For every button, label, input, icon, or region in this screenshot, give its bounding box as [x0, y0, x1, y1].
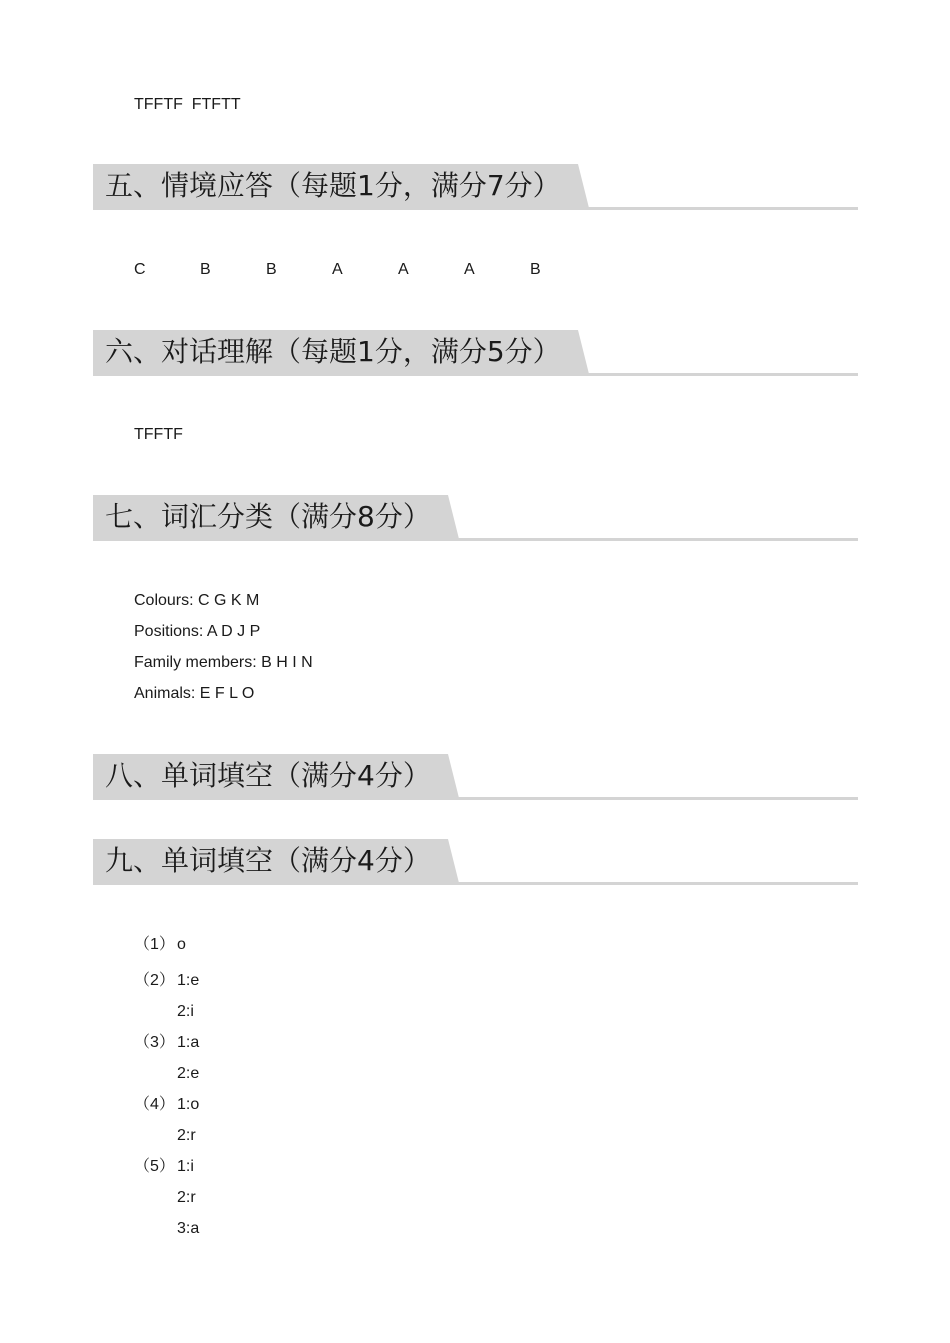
section5-answer-2: B — [200, 261, 211, 278]
section5-answer-1: C — [134, 261, 146, 278]
section8-header — [93, 754, 858, 800]
section9-item-4-answer-1: 1:o — [177, 1096, 200, 1113]
section9-header — [93, 839, 858, 885]
section8-header-rule — [93, 797, 858, 800]
section5-answer-6: A — [464, 261, 475, 278]
section9-header-rule — [93, 882, 858, 885]
section7-line-animals: Animals: E F L O — [134, 685, 255, 702]
section8-title: 八、单词填空（满分4分） — [105, 759, 431, 792]
section6-title: 六、对话理解（每题1分，满分5分） — [105, 335, 561, 368]
section4-answers: TFFTF FTFTT — [134, 96, 241, 113]
section9-title: 九、单词填空（满分4分） — [105, 844, 431, 877]
section9-item-4-number: （4） — [134, 1096, 175, 1113]
section5-header-rule — [93, 207, 858, 210]
section6-header — [93, 330, 858, 376]
section9-item-3-answer-1: 1:a — [177, 1034, 200, 1051]
section9-item-5-answer-1: 1:i — [177, 1158, 194, 1175]
section5-answer-3: B — [266, 261, 277, 278]
section7-header-rule — [93, 538, 858, 541]
section5-title: 五、情境应答（每题1分，满分7分） — [105, 169, 561, 202]
section9-item-5-answer-2: 2:r — [177, 1189, 196, 1206]
section5-answer-7: B — [530, 261, 541, 278]
section9-item-3-answer-2: 2:e — [177, 1065, 200, 1082]
section9-item-4-answer-2: 2:r — [177, 1127, 196, 1144]
section9-item-1-answer-1: o — [177, 936, 186, 953]
section7-line-family: Family members: B H I N — [134, 654, 313, 671]
section9-item-2-answer-1: 1:e — [177, 972, 200, 989]
section5-answer-5: A — [398, 261, 409, 278]
section5-answer-4: A — [332, 261, 343, 278]
section7-title: 七、词汇分类（满分8分） — [105, 500, 431, 533]
section6-answers: TFFTF — [134, 426, 183, 443]
section7-header — [93, 495, 858, 541]
section9-item-2-answer-2: 2:i — [177, 1003, 194, 1020]
section9-item-1-number: （1） — [134, 936, 175, 953]
section6-header-rule — [93, 373, 858, 376]
section7-line-positions: Positions: A D J P — [134, 623, 261, 640]
section9-item-5-answer-3: 3:a — [177, 1220, 200, 1237]
section9-item-3-number: （3） — [134, 1034, 175, 1051]
section9-item-2-number: （2） — [134, 972, 175, 989]
section5-header — [93, 164, 858, 210]
section7-line-colours: Colours: C G K M — [134, 592, 260, 609]
section9-item-5-number: （5） — [134, 1158, 175, 1175]
